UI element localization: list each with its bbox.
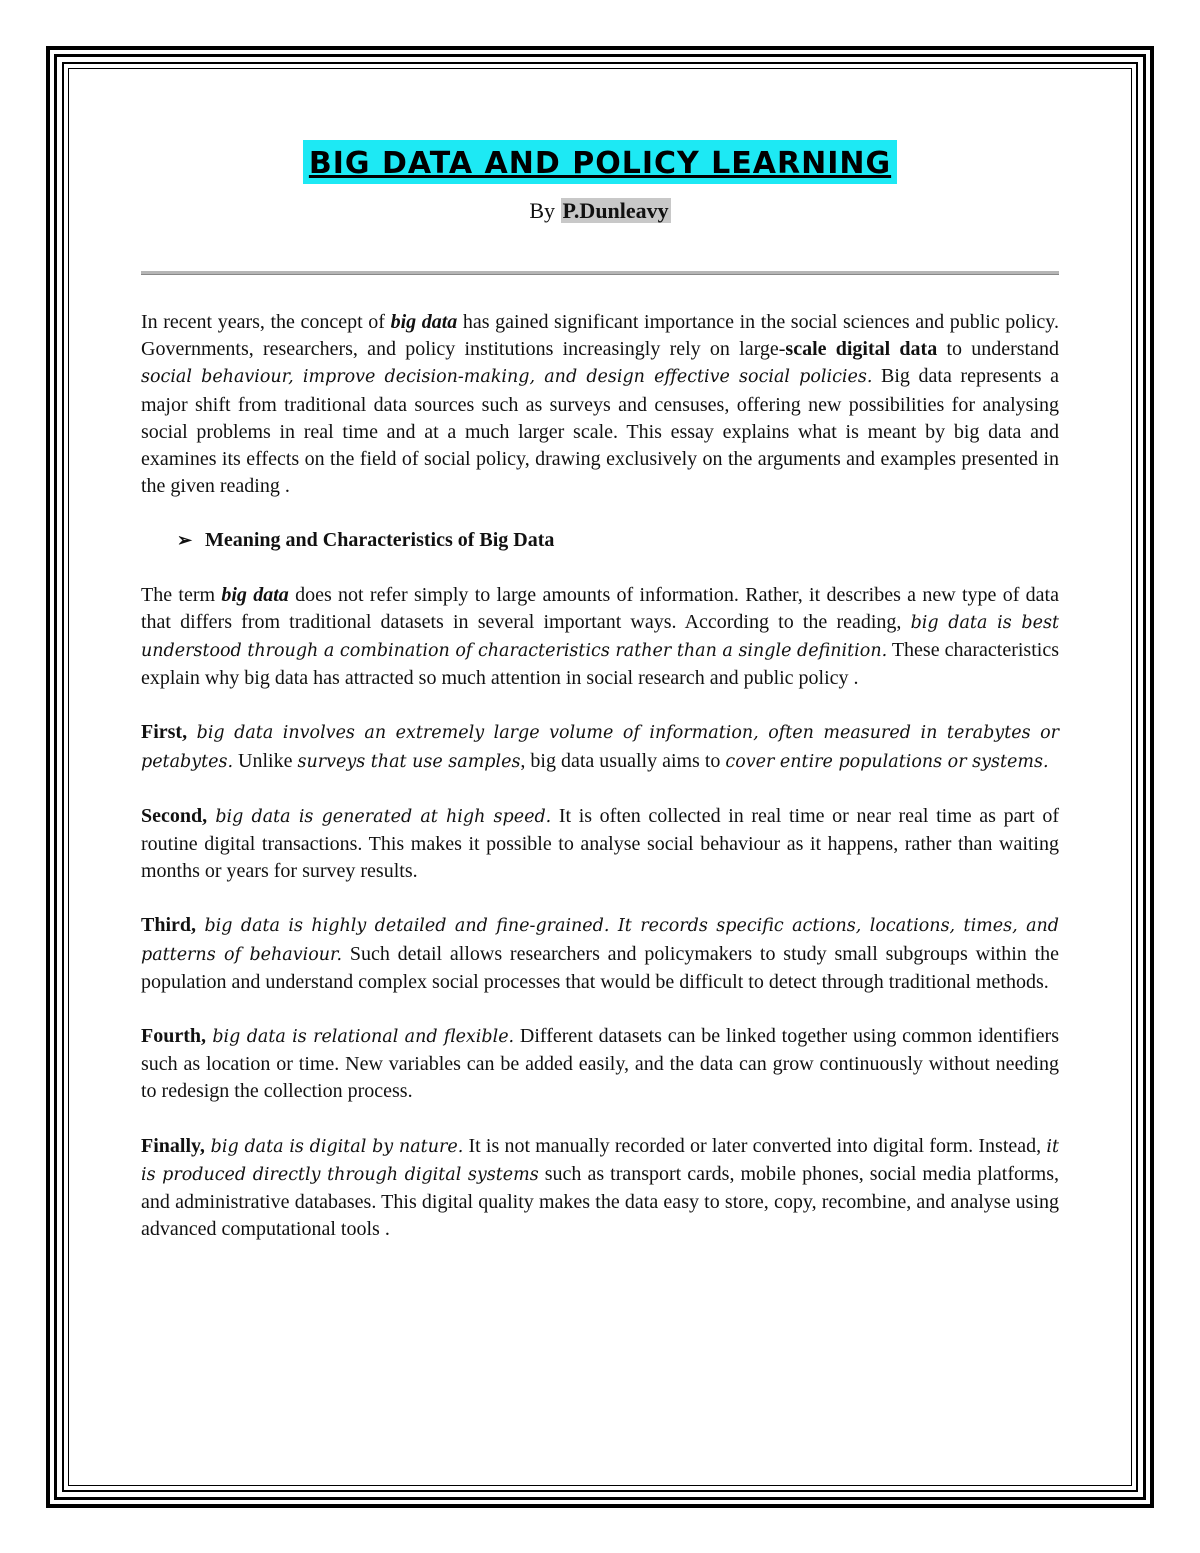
- text-run: big data is generated at high speed.: [207, 806, 552, 827]
- byline: [0, 198, 1200, 224]
- text-run: big data: [221, 583, 289, 606]
- text-run: , big data usually aims to: [520, 749, 726, 772]
- text-run: social behaviour, improve decision-making, and design effective social policies.: [141, 367, 873, 388]
- text-run: Third,: [141, 914, 197, 937]
- text-run: surveys that use samples: [297, 751, 521, 772]
- text-run: scale digital data: [785, 338, 938, 361]
- text-run: it is produced directly through digital systems: [141, 1136, 1059, 1185]
- text-run: First,: [141, 721, 188, 744]
- text-run: Such detail allows researchers and policymakers to study small subgroups within the population and understand complex social processes that would be difficult to detect through traditional methods.: [141, 942, 1059, 993]
- arrow-bullet-icon: ➢: [177, 530, 193, 551]
- text-run: Finally,: [141, 1134, 205, 1157]
- first-paragraph: [141, 719, 1059, 775]
- finally-paragraph: [141, 1133, 1059, 1244]
- intro-paragraph: [141, 309, 1059, 500]
- text-run: Unlike: [233, 749, 298, 772]
- text-run: cover entire populations or systems.: [725, 751, 1049, 772]
- title-block: [0, 140, 1200, 184]
- text-run: big data is highly detailed and fine-grained. It records specific actions, locations, times, and patterns of behaviour.: [141, 916, 1059, 965]
- text-run: Second,: [141, 804, 208, 827]
- text-run: These characteristics explain why big data has attracted so much attention in social research and public policy .: [141, 639, 1059, 690]
- text-run: The term: [141, 583, 222, 606]
- second-paragraph: [141, 803, 1059, 886]
- byline-prefix: By: [529, 198, 561, 223]
- text-run: It is not manually recorded or later converted into digital form. Instead,: [463, 1134, 1047, 1157]
- horizontal-rule: [141, 271, 1059, 275]
- text-run: big data involves an extremely large volume of information, often measured in terabytes or petabytes.: [141, 723, 1059, 772]
- text-run: such as transport cards, mobile phones, social media platforms, and administrative databases. This digital quality makes the data easy to store, copy, recombine, and analyse using advanced computational tools .: [141, 1162, 1059, 1241]
- text-run: big data is digital by nature.: [204, 1136, 464, 1157]
- text-run: to understand: [937, 338, 1059, 361]
- third-paragraph: [141, 912, 1059, 996]
- text-run: It is often collected in real time or near real time as part of routine digital transactions. This makes it possible to analyse social behaviour as it happens, rather than waiting months or years for survey results.: [141, 804, 1059, 883]
- fourth-paragraph: [141, 1023, 1059, 1106]
- text-run: Fourth,: [141, 1025, 206, 1048]
- meaning-paragraph: [141, 582, 1059, 693]
- section-heading-text: Meaning and Characteristics of Big Data: [205, 529, 555, 552]
- essay-body: [141, 309, 1059, 1243]
- text-run: big data is best understood through a combination of characteristics rather than a single definition.: [141, 612, 1059, 662]
- text-run: big data is relational and flexible.: [206, 1027, 515, 1048]
- text-run: big data: [390, 311, 458, 333]
- text-run: In recent years, the concept of: [141, 311, 391, 333]
- text-run: Big data represents a major shift from traditional data sources such as surveys and censuses, offering new possibilities for analysing social problems in real time and at a much larger scale. This essay explains what is meant by big data and examines its effects on the field of social policy, drawing exclusively on the arguments and examples presented in the given reading .: [141, 365, 1059, 498]
- text-run: does not refer simply to large amounts of information. Rather, it describes a new type of data that differs from traditional datasets in several important ways. According to the reading,: [141, 583, 1059, 633]
- document-title: BIG DATA AND POLICY LEARNING: [303, 140, 897, 184]
- text-run: has gained significant importance in the social sciences and public policy. Governments, researchers, and policy institutions increasingly rely on large-: [141, 311, 1059, 361]
- section-heading: [141, 527, 1059, 554]
- author-name: P.Dunleavy: [562, 198, 669, 223]
- text-run: Different datasets can be linked together using common identifiers such as location or time. New variables can be added easily, and the data can grow continuously without needing to redesign the collection process.: [141, 1025, 1059, 1103]
